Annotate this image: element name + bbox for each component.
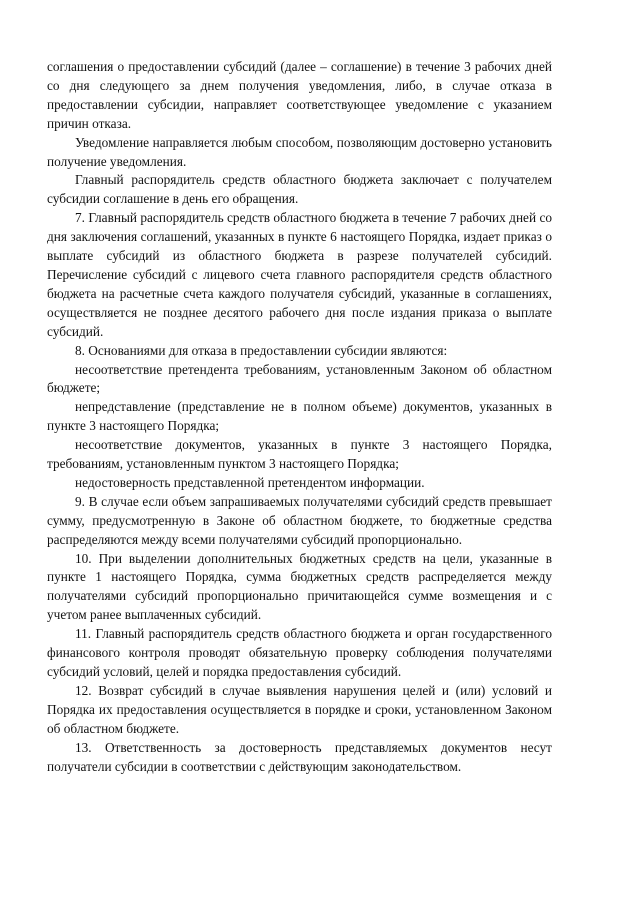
paragraph-item-13: 13. Ответственность за достоверность представляемых документов несут получатели субсидии в соответствии с действующим законодательством. — [47, 739, 552, 774]
paragraph-item-11: 11. Главный распорядитель средств областного бюджета и орган государственного финансового контроля проводят обязательную проверку соблюдения получателями субсидий условий, целей и порядка предоставления субсидий. — [47, 626, 552, 679]
paragraph-item-9: 9. В случае если объем запрашиваемых получателями субсидий средств превышает сумму, предусмотренную в Законе об областном бюджете, то бюджетные средства распределяются между всеми получателями субсидий пропорционально. — [47, 493, 552, 547]
paragraph-continuation: соглашения о предоставлении субсидий (далее – соглашение) в течение 3 рабочих дней со дня следующего за днем получения уведомления, либо, в случае отказа в предоставлении субсидии, направляет соответствующее уведомление с указанием причин отказа. — [47, 59, 552, 131]
paragraph-item-10: 10. При выделении дополнительных бюджетных средств на цели, указанные в пункте 1 настоящего Порядка, сумма бюджетных средств распределяется между получателями субсидий пропорционально причитающейся сумме возмещения и с учетом ранее выплаченных субсидий. — [47, 550, 552, 623]
paragraph-item-8: 8. Основаниями для отказа в предоставлении субсидии являются: — [75, 342, 448, 358]
paragraph-notification-method: Уведомление направляется любым способом, позволяющим достоверно установить получение уведомления. — [47, 134, 552, 169]
paragraph-item-8-ground-3: несоответствие документов, указанных в пункте 3 настоящего Порядка, требованиям, установленным пунктом 3 настоящего Порядка; — [47, 437, 552, 472]
paragraph-item-12: 12. Возврат субсидий в случае выявления нарушения целей и (или) условий и Порядка их предоставления осуществляется в порядке и сроки, установленном Законом об областном бюджете. — [47, 682, 552, 736]
paragraph-item-8-ground-1: несоответствие претендента требованиям, установленным Законом об областном бюджете; — [47, 361, 552, 396]
paragraph-item-7: 7. Главный распорядитель средств областного бюджета в течение 7 рабочих дней со дня заключения соглашений, указанных в пункте 6 настоящего Порядка, издает приказ о выплате субсидий из областного бюджета в разрезе получателей субсидий. Перечисление субсидий с лицевого счета главного распорядителя средств областного бюджета на расчетные счета каждого получателя субсидий, указанные в соглашениях, осуществляется не позднее десятого рабочего дня после издания приказа о выплате субсидий. — [47, 210, 552, 339]
paragraph-agreement-conclusion: Главный распорядитель средств областного бюджета заключает с получателем субсидии соглашение в день его обращения. — [47, 172, 552, 207]
paragraph-item-8-ground-4: недостоверность представленной претендентом информации. — [75, 474, 425, 490]
paragraph-item-8-ground-2: непредставление (представление не в полном объеме) документов, указанных в пункте 3 настоящего Порядка; — [47, 399, 552, 434]
